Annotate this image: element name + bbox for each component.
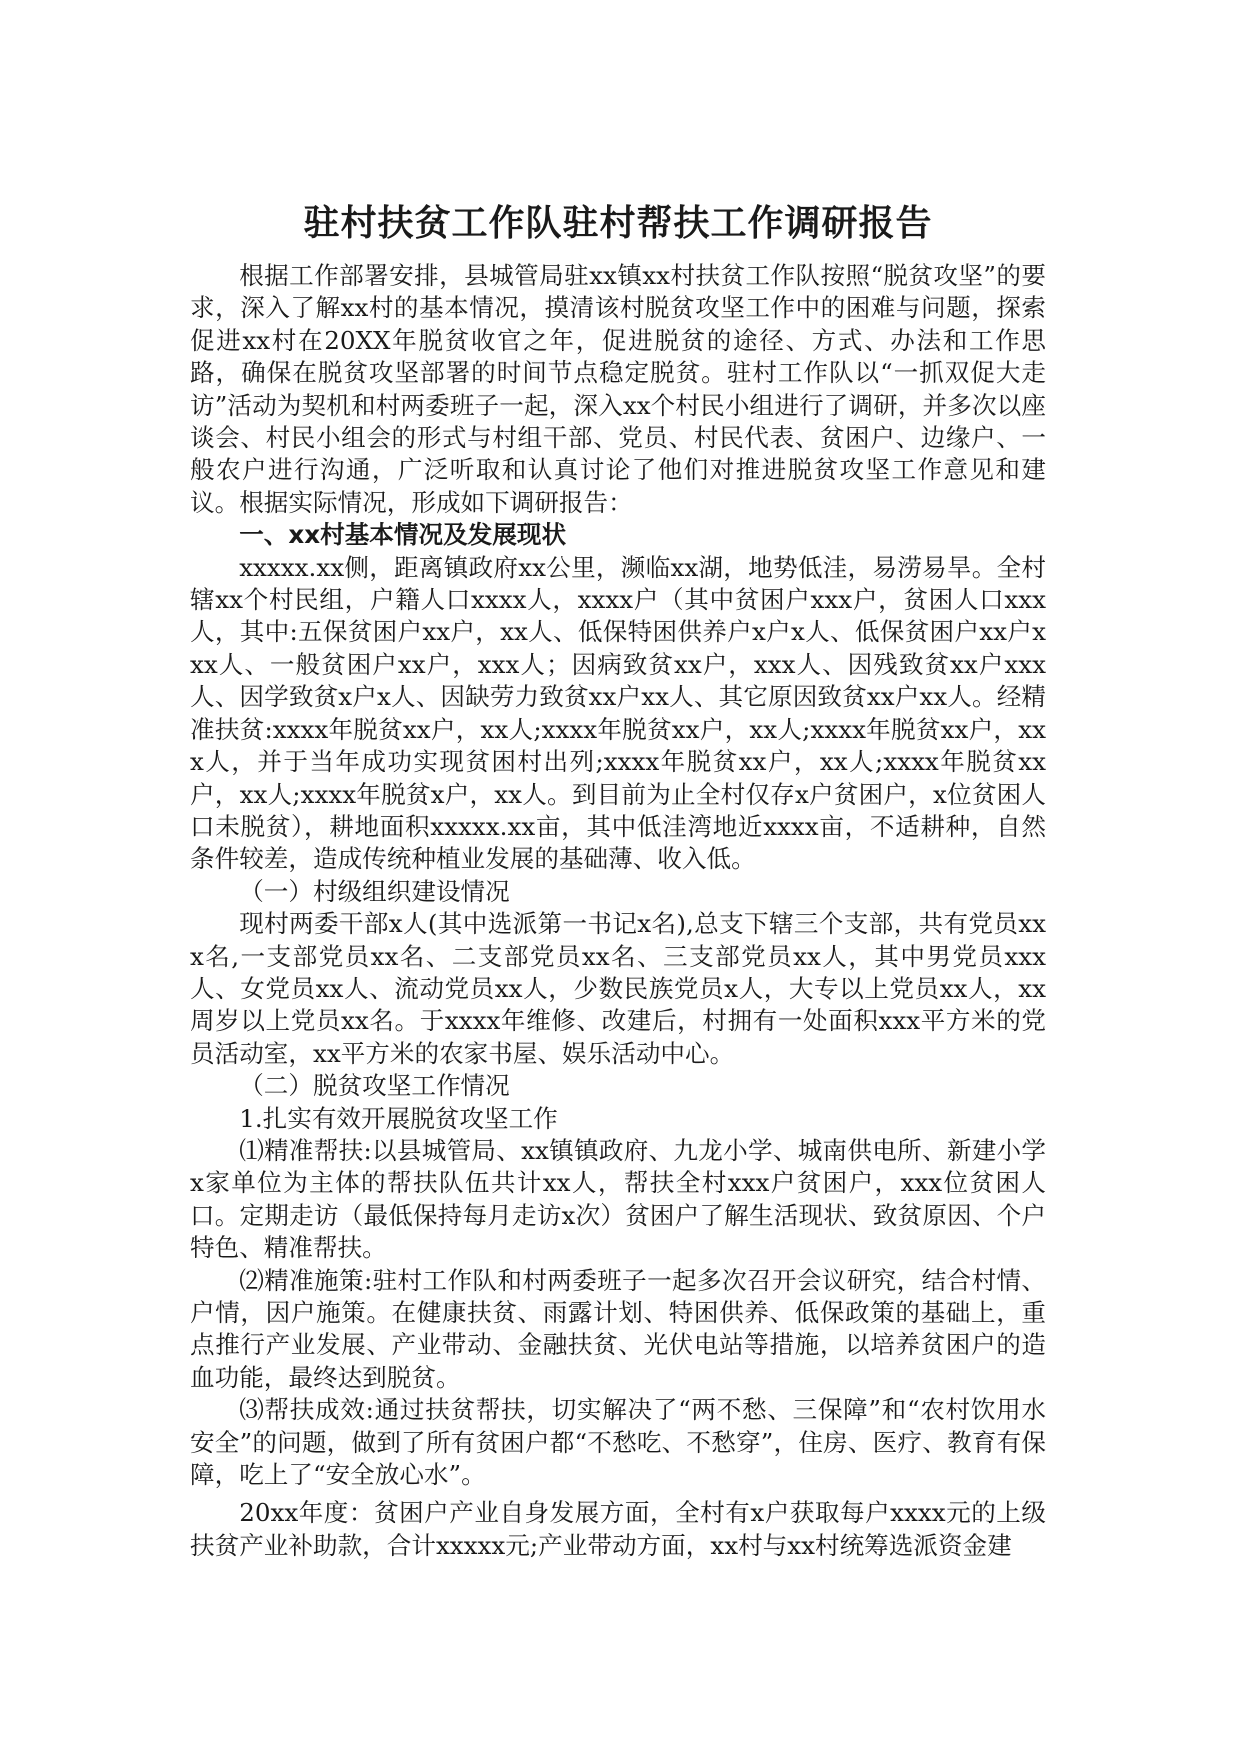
subsection-heading-organization: （一）村级组织建设情况 [239, 876, 510, 906]
subsection-heading-poverty-work: （二）脱贫攻坚工作情况 [239, 1071, 510, 1101]
document-title: 驻村扶贫工作队驻村帮扶工作调研报告 [303, 203, 933, 244]
item-heading-poverty-work: 1.扎实有效开展脱贫攻坚工作 [239, 1103, 558, 1133]
annual-summary-paragraph: 20xx年度：贫困户产业自身发展方面，全村有x户获取每户xxxx元的上级扶贫产业补助款，合计xxxxx元;产业带动方面，xx村与xx村统筹选派资金建 [190, 1498, 1046, 1560]
organization-paragraph: 现村两委干部x人(其中选派第一书记x名),总支下辖三个支部，共有党员xxx名,一支部党员xx名、二支部党员xx名、三支部党员xx人，其中男党员xxx人、女党员xx人、流动党员xx人，少数民族党员x人，大专以上党员xx人，xx周岁以上党员xx名。于xxxx年维修、改建后，村拥有一处面积xxx平方米的党员活动室，xx平方米的农家书屋、娱乐活动中心。 [190, 909, 1046, 1068]
precise-measures-paragraph: ⑵精准施策:驻村工作队和村两委班子一起多次召开会议研究，结合村情、户情，因户施策。在健康扶贫、雨露计划、特困供养、低保政策的基础上，重点推行产业发展、产业带动、金融扶贫、光伏电站等措施，以培养贫困户的造血功能，最终达到脱贫。 [190, 1265, 1046, 1392]
section-heading-basic-info: 一、xx村基本情况及发展现状 [239, 520, 567, 550]
basic-info-paragraph: xxxxx.xx侧，距离镇政府xx公里，濒临xx湖，地势低洼，易涝易旱。全村辖xx个村民组，户籍人口xxxx人，xxxx户（其中贫困户xxx户，贫困人口xxx人，其中:五保贫困户xx户，xx人、低保特困供养户x户x人、低保贫困户xx户xxx人、一般贫困户xx户，xxx人；因病致贫xx户，xxx人、因残致贫xx户xxx人、因学致贫x户x人、因缺劳力致贫xx户xx人、其它原因致贫xx户xx人。经精准扶贫:xxxx年脱贫xx户，xx人;xxxx年脱贫xx户，xx人;xxxx年脱贫xx户，xxx人，并于当年成功实现贫困村出列;xxxx年脱贫xx户，xx人;xxxx年脱贫xx户，xx人;xxxx年脱贫x户，xx人。到目前为止全村仅存x户贫困户，x位贫困人口未脱贫），耕地面积xxxxx.xx亩，其中低洼湾地近xxxx亩，不适耕种，自然条件较差，造成传统种植业发展的基础薄、收入低。 [190, 552, 1046, 874]
precise-assistance-paragraph: ⑴精准帮扶:以县城管局、xx镇镇政府、九龙小学、城南供电所、新建小学x家单位为主体的帮扶队伍共计xx人，帮扶全村xxx户贫困户，xxx位贫困人口。定期走访（最低保持每月走访x次）贫困户了解生活现状、致贫原因、个户特色、精准帮扶。 [190, 1135, 1046, 1263]
intro-paragraph: 根据工作部署安排，县城管局驻xx镇xx村扶贫工作队按照“脱贫攻坚”的要求，深入了解xx村的基本情况，摸清该村脱贫攻坚工作中的困难与问题，探索促进xx村在20XX年脱贫收官之年，促进脱贫的途径、方式、办法和工作思路，确保在脱贫攻坚部署的时间节点稳定脱贫。驻村工作队以“一抓双促大走访”活动为契机和村两委班子一起，深入xx个村民小组进行了调研，并多次以座谈会、村民小组会的形式与村组干部、党员、村民代表、贫困户、边缘户、一般农户进行沟通，广泛听取和认真讨论了他们对推进脱贫攻坚工作意见和建议。根据实际情况，形成如下调研报告： [190, 261, 1046, 517]
document-page [190, 202, 1046, 1562]
assistance-results-paragraph: ⑶帮扶成效:通过扶贫帮扶，切实解决了“两不愁、三保障”和“农村饮用水安全”的问题，做到了所有贫困户都“不愁吃、不愁穿”，住房、医疗、教育有保障，吃上了“安全放心水”。 [190, 1395, 1046, 1490]
